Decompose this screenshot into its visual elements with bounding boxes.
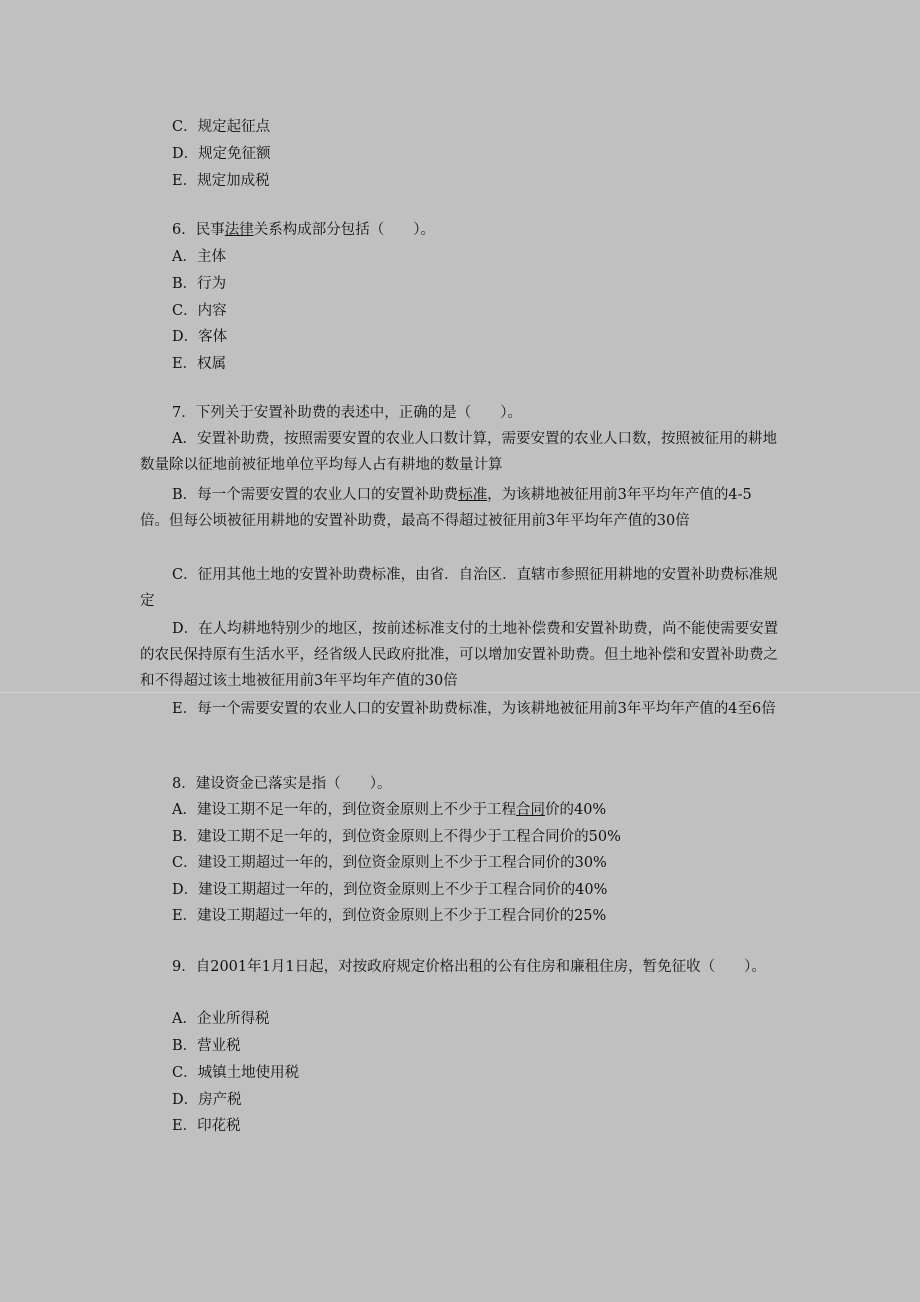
q7-option-b [140,482,780,534]
q8-a-post: 价的40% [544,802,607,818]
q9-option-d: D．房产税 [172,1092,242,1108]
q9-option-c: C．城镇土地使用税 [172,1065,300,1081]
q8-option-e: E．建设工期超过一年的，到位资金原则上不少于工程合同价的25% [172,908,607,924]
q5-option-c: C．规定起征点 [172,119,271,135]
q9-option-e: E．印花税 [172,1118,241,1134]
q5-option-d: D．规定免征额 [172,146,271,162]
q7-b-post: ，为该耕地被征用前3年平均年产值的4-5倍。但每公顷被征用耕地的安置补助费，最高不得超过被征用前3年平均年产值的30倍 [140,487,752,529]
q7-option-d: D．在人均耕地特别少的地区，按前述标准支付的土地补偿费和安置补助费，尚不能使需要安置的农民保持原有生活水平，经省级人民政府批准，可以增加安置补助费。但土地补偿和安置补助费之和不得超过该土地被征用前3年平均年产值的30倍 [140,621,779,689]
q7-option-e: E．每一个需要安置的农业人口的安置补助费标准，为该耕地被征用前3年平均年产值的4至6倍 [172,701,776,717]
q6-stem-link[interactable]: 法律 [224,222,254,238]
q7-stem: 7．下列关于安置补助费的表述中，正确的是（ ）。 [172,405,522,421]
q7-b-link[interactable]: 标准 [458,487,488,503]
q8-option-d: D．建设工期超过一年的，到位资金原则上不少于工程合同价的40% [172,882,608,898]
q6-option-c: C．内容 [172,303,227,319]
q9-stem: 9．自2001年1月1日起，对按政府规定价格出租的公有住房和廉租住房，暂免征收（ ）。 [172,959,766,975]
q5-option-e: E．规定加成税 [172,173,270,189]
q8-a-pre: A．建设工期不足一年的，到位资金原则上不少于工程 [172,802,516,818]
q8-option-a [140,797,812,823]
q8-option-c: C．建设工期超过一年的，到位资金原则上不少于工程合同价的30% [172,855,607,871]
q6-stem-pre: 6．民事 [172,222,225,238]
q8-stem: 8．建设资金已落实是指（ ）。 [172,776,392,792]
q6-option-e: E．权属 [172,356,227,372]
q8-a-link[interactable]: 合同 [515,802,545,818]
q9-option-a: A．企业所得税 [172,1011,270,1027]
q6-option-d: D．客体 [172,329,228,345]
q9-option-b: B．营业税 [172,1038,241,1054]
q6-option-b: B．行为 [172,276,227,292]
q6-stem-post: 关系构成部分包括（ ）。 [253,222,435,238]
q6-stem [140,217,812,243]
q7-b-pre: B．每一个需要安置的农业人口的安置补助费 [172,487,459,503]
q6-option-a: A．主体 [172,249,226,265]
q7-option-a: A．安置补助费，按照需要安置的农业人口数计算，需要安置的农业人口数，按照被征用的耕地数量除以征地前被征地单位平均每人占有耕地的数量计算 [140,431,777,473]
q7-option-c: C．征用其他土地的安置补助费标准，由省．自治区．直辖市参照征用耕地的安置补助费标准规定 [140,567,778,609]
q8-option-b: B．建设工期不足一年的，到位资金原则上不得少于工程合同价的50% [172,829,621,845]
